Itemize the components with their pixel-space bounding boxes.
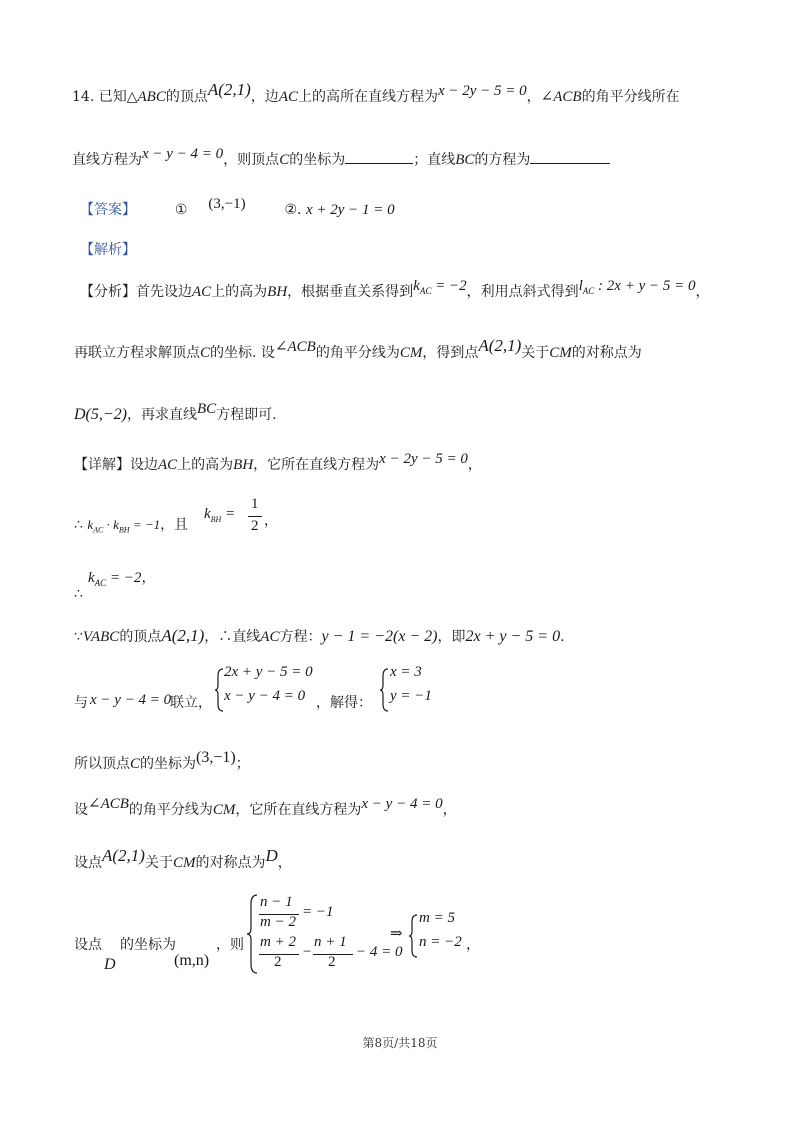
math-triangle-abc: VABC: [82, 629, 120, 645]
fenxi-text: 首先设边: [136, 284, 192, 300]
problem-text: 上的高所在直线方程为: [297, 89, 438, 105]
detail-line-4: [74, 626, 565, 647]
detail-text: 的坐标为: [120, 937, 176, 953]
math-c: C: [200, 345, 211, 361]
detail-text: 设点: [74, 855, 102, 871]
detail-text: ，它所在直线方程为: [235, 802, 362, 818]
math-ac: AC: [192, 284, 212, 300]
detail-text: ，∴直线: [204, 629, 261, 645]
detail-text: 设边: [130, 457, 158, 473]
system-eq-1: 2x + y − 5 = 0: [224, 664, 313, 680]
analysis-tag: 【解析】: [80, 242, 136, 258]
left-brace-icon: [408, 914, 418, 958]
math-k: k: [204, 506, 211, 522]
answer-blank-1: [345, 151, 413, 164]
detail-line-6: [74, 749, 250, 774]
equation-rest: = −1: [302, 904, 334, 920]
math-point-d: D(5,−2): [74, 406, 128, 423]
math-kbh: [204, 506, 235, 524]
detail-line-3b: [74, 584, 83, 604]
answer-value-2: x + 2y − 1 = 0: [305, 202, 395, 218]
problem-text: 的顶点: [165, 89, 208, 105]
fenxi-text: ，: [695, 284, 710, 300]
fenxi-tag: 【分析】: [80, 284, 136, 300]
math-altitude-eq: x − 2y − 5 = 0: [379, 451, 468, 467]
math-sub: AC: [93, 525, 104, 535]
equation-rest: − 4 = 0: [356, 944, 403, 960]
solution-y: y = −1: [390, 688, 432, 704]
fenxi-text: 的对称点为: [571, 345, 642, 361]
math-point-a: A(2,1): [161, 626, 205, 645]
math-point-slope: y − 1 = −2(x − 2): [321, 628, 438, 645]
detail-text: ，: [277, 855, 292, 871]
math-kac: [88, 570, 141, 586]
detail-line-2: [74, 515, 188, 541]
problem-text: 直线方程为: [72, 152, 142, 168]
math-kac: [413, 278, 466, 294]
fenxi-line-3: [74, 401, 277, 425]
fenxi-line-1: [80, 278, 710, 307]
problem-text: 的角平分线所在: [581, 89, 680, 105]
math-cm: CM: [172, 855, 196, 871]
fenxi-text: ，根据垂直关系得到: [287, 284, 414, 300]
detail-text: 设: [74, 802, 88, 818]
math-sub: AC: [419, 286, 432, 296]
problem-text: ，则顶点: [223, 152, 280, 168]
detail-line-1: [74, 451, 482, 475]
problem-line-1: [72, 80, 680, 107]
detail-text: 上的高为: [177, 457, 234, 473]
detail-line-7: [74, 796, 457, 820]
detail-text: ，则: [216, 937, 244, 953]
math-kbh-fraction: [204, 496, 284, 540]
math-rest: = −1: [129, 517, 161, 532]
math-point-mn: (m,n): [174, 952, 210, 969]
solution-x: x = 3: [390, 664, 422, 680]
detail-text: 所以顶点: [74, 756, 130, 772]
fenxi-text: 方程即可.: [216, 407, 277, 423]
fenxi-text: ，利用点斜式得到: [466, 284, 579, 300]
detail-text: 方程：: [279, 629, 322, 645]
detail-text: 的顶点: [119, 629, 162, 645]
math-point-a: A(2,1): [102, 846, 145, 865]
answer-line: [80, 196, 395, 220]
math-cm: CM: [212, 802, 236, 818]
math-l: l: [578, 278, 583, 294]
fenxi-text: 上的高为: [211, 284, 268, 300]
fenxi-text: 再联立方程求解顶点: [74, 345, 200, 361]
detail-text: ，且: [160, 517, 189, 533]
math-point-c: (3,−1): [196, 749, 236, 766]
answer-marker-1: ①: [174, 202, 188, 218]
math-ac: AC: [278, 89, 298, 105]
fraction-denominator: m − 2: [260, 914, 296, 930]
fraction-numerator: n + 1: [314, 934, 347, 950]
math-k: k: [87, 517, 94, 532]
math-bisector-eq: x − y − 4 = 0: [361, 796, 443, 812]
math-line-ac: 2x + y − 5 = 0: [465, 628, 561, 645]
detail-text: ，即: [437, 629, 466, 645]
math-bh: BH: [267, 284, 288, 300]
math-cm: CM: [399, 345, 423, 361]
fenxi-text: 的坐标. 设: [210, 345, 275, 361]
solution-m: m = 5: [419, 910, 455, 926]
left-brace-icon: [246, 894, 258, 974]
problem-text: 的方程为: [474, 152, 531, 168]
math-rest: = −2: [106, 570, 142, 586]
problem-number: 14.: [72, 89, 95, 105]
detail-text: 的对称点为: [195, 855, 266, 871]
detail-text: 关于: [144, 855, 173, 871]
problem-text: 的坐标为: [289, 152, 346, 168]
therefore-symbol: ∴: [74, 586, 83, 602]
detail-line-9: [74, 890, 534, 980]
detail-text: ，: [141, 570, 156, 586]
therefore-symbol: ∴: [74, 517, 83, 533]
math-kac-kbh-product: [87, 517, 161, 535]
minus-sign: −: [302, 944, 313, 960]
math-rest: = −2: [431, 278, 467, 294]
detail-line-8: [74, 846, 292, 873]
implies-symbol: ⇒: [390, 926, 403, 942]
answer-blank-2: [530, 151, 610, 164]
answer-marker-2: ②.: [284, 202, 302, 218]
math-rest: : 2x + y − 5 = 0: [594, 278, 696, 294]
math-angle-acb: ∠ACB: [274, 339, 316, 355]
math-ac: AC: [158, 457, 178, 473]
system-eq-2: x − y − 4 = 0: [224, 688, 306, 704]
fenxi-text: ，得到点: [422, 345, 479, 361]
math-sub: AC: [582, 286, 595, 296]
problem-text: ；直线: [413, 152, 456, 168]
problem-text: 已知△: [98, 89, 138, 105]
detail-text: 与: [74, 695, 88, 711]
fraction-bar: [248, 516, 262, 517]
math-sub: AC: [94, 578, 107, 588]
fraction-denominator: 2: [251, 518, 259, 534]
math-mid: · k: [103, 517, 119, 532]
left-brace-icon: [214, 668, 224, 712]
math-point-a: A(2,1): [478, 336, 522, 355]
math-point-d: D: [265, 846, 278, 865]
math-point-a: A(2,1): [207, 80, 251, 99]
fenxi-text: 的角平分线为: [315, 345, 400, 361]
fraction-numerator: n − 1: [260, 894, 293, 910]
problem-text: ，: [526, 89, 541, 105]
detail-text: 的角平分线为: [128, 802, 213, 818]
math-bisector-eq: x − y − 4 = 0: [142, 146, 224, 162]
math-angle-acb: ∠ACB: [540, 89, 582, 105]
math-ac: AC: [260, 629, 280, 645]
detail-line-5: [74, 664, 474, 714]
math-cm: CM: [549, 345, 572, 361]
problem-text: ，边: [250, 89, 279, 105]
math-k: k: [88, 570, 95, 586]
detail-text: 设点: [74, 937, 102, 953]
fraction-numerator: m + 2: [260, 934, 296, 950]
fenxi-line-2: [74, 336, 642, 363]
answer-tag: 【答案】: [80, 202, 136, 218]
fenxi-text: 关于: [521, 345, 550, 361]
detail-tag: 【详解】: [74, 457, 130, 473]
math-triangle-abc: ABC: [137, 89, 166, 105]
math-eq: =: [221, 506, 236, 522]
math-sub: BH: [210, 515, 222, 524]
math-bc: BC: [455, 152, 475, 168]
answer-value-1: (3,−1): [208, 196, 246, 212]
math-bisector-eq: x − y − 4 = 0: [90, 692, 172, 708]
left-brace-icon: [379, 668, 389, 712]
math-c: C: [130, 756, 141, 772]
detail-text: ，: [442, 802, 457, 818]
solution-n: n = −2: [419, 934, 462, 950]
detail-text: 联立，: [170, 695, 212, 711]
detail-text: ，它所在直线方程为: [253, 457, 380, 473]
detail-text: .: [560, 629, 565, 645]
problem-line-2: [72, 146, 610, 170]
fraction-denominator: 2: [328, 954, 336, 970]
math-angle-acb: ∠ACB: [88, 796, 129, 812]
analysis-heading: [80, 240, 136, 260]
math-bc: BC: [197, 401, 217, 417]
fraction-numerator: 1: [251, 496, 259, 512]
detail-text: ，: [467, 457, 482, 473]
math-c: C: [279, 152, 290, 168]
detail-text: 的坐标为: [140, 756, 197, 772]
math-bh: BH: [233, 457, 254, 473]
detail-text: ；: [235, 756, 250, 772]
detail-text: ，: [466, 937, 480, 953]
because-symbol: ∵: [74, 629, 83, 645]
math-k: k: [413, 278, 420, 294]
math-sub: BH: [118, 525, 130, 535]
detail-text: ，: [264, 513, 278, 529]
fenxi-text: ，再求直线: [127, 407, 198, 423]
math-point-d: D: [104, 956, 116, 973]
detail-text: ，解得：: [316, 695, 372, 711]
page-footer: 第8页/共18页: [362, 1036, 438, 1050]
fraction-denominator: 2: [274, 954, 282, 970]
math-lac: [579, 278, 696, 294]
math-altitude-eq: x − 2y − 5 = 0: [437, 83, 527, 99]
detail-line-3c: [88, 568, 155, 593]
